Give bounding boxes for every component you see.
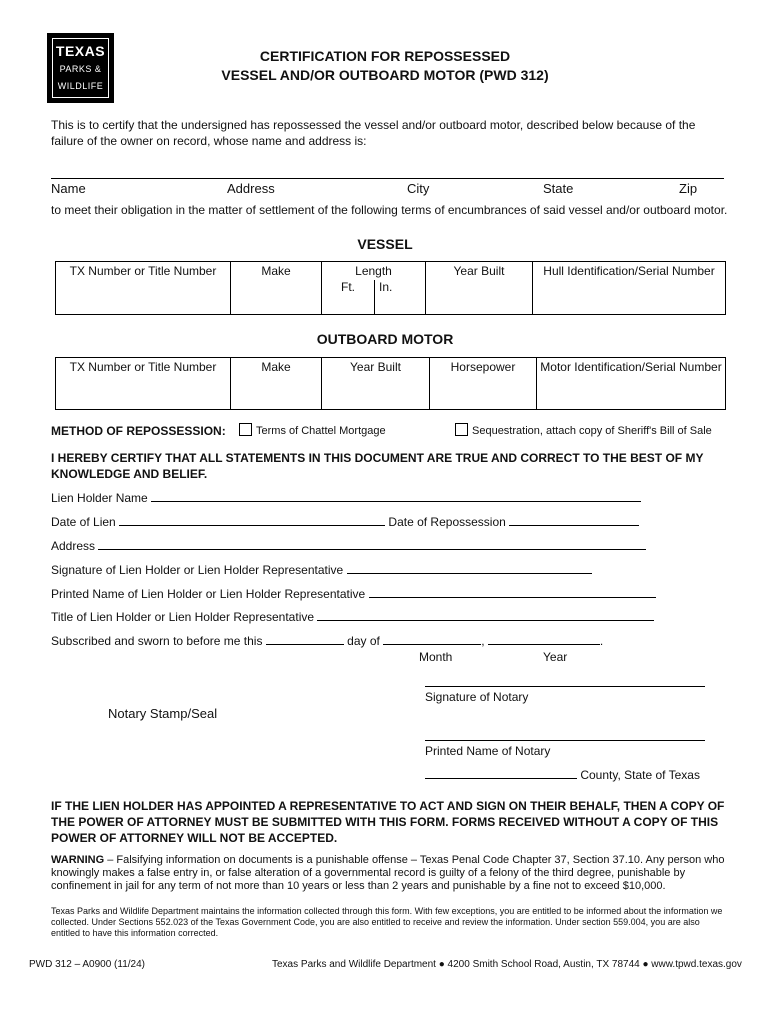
lien-holder-label: Lien Holder Name [51, 491, 148, 505]
motor-make-cell[interactable] [231, 358, 322, 410]
notary-signature-label: Signature of Notary [425, 690, 529, 704]
method-label: METHOD OF REPOSSESSION: [51, 424, 226, 438]
agency-footer: Texas Parks and Wildlife Department ● 4200 Smith School Road, Austin, TX 78744 ● www.tpwd.texas.gov [272, 959, 742, 970]
tpwd-logo [47, 33, 114, 103]
certify-statement: I HEREBY CERTIFY THAT ALL STATEMENTS IN THIS DOCUMENT ARE TRUE AND CORRECT TO THE BEST OF MY KNOWLEDGE AND BELIEF. [51, 451, 704, 481]
notary-stamp-label: Notary Stamp/Seal [108, 706, 218, 721]
sequestration-label: Sequestration, attach copy of Sheriff's Bill of Sale [472, 425, 712, 437]
lien-dates-row [51, 514, 639, 530]
vessel-length-cell[interactable] [322, 262, 426, 315]
notary-printed-line[interactable] [425, 740, 705, 741]
logo-line-3: WILDLIFE [57, 81, 104, 91]
signature-input[interactable] [347, 562, 592, 574]
sworn-month-input[interactable] [383, 633, 481, 645]
method-option-sequestration[interactable] [455, 423, 712, 437]
date-of-lien-label: Date of Lien [51, 515, 116, 529]
printed-name-input[interactable] [369, 586, 656, 598]
title-label: Title of Lien Holder or Lien Holder Representative [51, 610, 315, 624]
notary-county-row [425, 767, 700, 783]
sworn-day-input[interactable] [266, 633, 344, 645]
title-input[interactable] [317, 609, 654, 621]
title-row [51, 609, 654, 625]
motor-col-serial: Motor Identification/Serial Number [540, 360, 722, 374]
vessel-heading: VESSEL [357, 236, 413, 252]
date-of-lien-input[interactable] [119, 514, 385, 526]
day-of-label: day of [347, 634, 380, 648]
lien-address-input[interactable] [98, 538, 646, 550]
intro-text: This is to certify that the undersigned has repossessed the vessel and/or outboard motor, described below because of the failure of the owner on record, whose name and address is: [51, 118, 696, 148]
vessel-tx-cell[interactable] [56, 262, 231, 315]
owner-name-label: Name [51, 181, 86, 196]
signature-row [51, 562, 592, 578]
month-label: Month [419, 650, 453, 664]
vessel-col-tx: TX Number or Title Number [69, 264, 217, 278]
warning-body: – Falsifying information on documents is a punishable offense – Texas Penal Code Chapter 37, Section 37.10. Any person who knowingly makes a false entry in, or false alteration of a governmental record is guilty of a felony of the third degree, punishable by confinement in jail for any term of not more than 10 years or less than 2 years and punishable by a fine not to exceed $10,000. [51, 854, 725, 892]
motor-col-make: Make [261, 360, 291, 374]
motor-tx-cell[interactable] [56, 358, 231, 410]
sequestration-checkbox[interactable] [455, 423, 468, 436]
motor-heading: OUTBOARD MOTOR [316, 331, 454, 347]
date-of-repo-label: Date of Repossession [388, 515, 506, 529]
method-option-chattel[interactable] [239, 423, 386, 437]
form-title-line-2: VESSEL AND/OR OUTBOARD MOTOR (PWD 312) [221, 67, 549, 83]
lien-holder-row [51, 490, 641, 506]
lien-address-row [51, 538, 646, 554]
vessel-col-hull: Hull Identification/Serial Number [543, 264, 715, 278]
lien-holder-input[interactable] [151, 490, 641, 502]
owner-line[interactable] [51, 178, 724, 179]
form-id: PWD 312 – A0900 (11/24) [29, 959, 145, 970]
notary-county-input[interactable] [425, 767, 577, 779]
privacy-notice: Texas Parks and Wildlife Department maintains the information collected through this form. With few exceptions, you are entitled to be informed about the information we collected. Under Sections 552.023 of the Texas Government Code, you are also entitled to receive and review the information. Under section 559.004, you are also entitled to have this information corrected. [51, 906, 723, 938]
sworn-label: Subscribed and sworn to before me this [51, 634, 263, 648]
notary-county-label: County, State of Texas [580, 768, 700, 782]
owner-city-label: City [407, 181, 430, 196]
printed-name-label: Printed Name of Lien Holder or Lien Holder Representative [51, 587, 366, 601]
motor-col-hp: Horsepower [450, 360, 516, 374]
owner-state-label: State [543, 181, 574, 196]
form-title-line-1: CERTIFICATION FOR REPOSSESSED [259, 48, 511, 64]
notary-signature-line[interactable] [425, 686, 705, 687]
year-label: Year [543, 650, 568, 664]
motor-serial-cell[interactable] [537, 358, 726, 410]
vessel-col-make: Make [261, 264, 291, 278]
vessel-col-ft[interactable]: Ft. [322, 280, 375, 314]
signature-label: Signature of Lien Holder or Lien Holder Representative [51, 563, 344, 577]
motor-col-year: Year Built [350, 360, 401, 374]
warning-label: WARNING [51, 854, 105, 866]
date-of-repo-input[interactable] [509, 514, 639, 526]
motor-hp-cell[interactable] [430, 358, 537, 410]
vessel-col-length: Length [355, 264, 392, 278]
logo-line-1: TEXAS [55, 43, 106, 59]
vessel-table [55, 261, 726, 315]
warning-text [51, 854, 731, 893]
vessel-make-cell[interactable] [231, 262, 322, 315]
vessel-year-cell[interactable] [426, 262, 533, 315]
owner-address-label: Address [227, 181, 275, 196]
vessel-col-year: Year Built [453, 264, 505, 278]
owner-zip-label: Zip [679, 181, 698, 196]
motor-year-cell[interactable] [322, 358, 430, 410]
vessel-col-in[interactable]: In. [379, 280, 393, 294]
chattel-label: Terms of Chattel Mortgage [256, 425, 386, 437]
motor-table [55, 357, 726, 410]
chattel-checkbox[interactable] [239, 423, 252, 436]
logo-line-2: PARKS & [59, 64, 102, 74]
lien-address-label: Address [51, 539, 96, 553]
vessel-hull-cell[interactable] [533, 262, 726, 315]
sworn-row: Subscribed and sworn to before me this day of , . [51, 634, 604, 648]
printed-name-row [51, 586, 656, 602]
obligation-text: to meet their obligation in the matter of settlement of the following terms of encumbrances of said vessel and/or outboard motor. [51, 203, 728, 217]
motor-col-tx: TX Number or Title Number [69, 360, 217, 374]
poa-notice: IF THE LIEN HOLDER HAS APPOINTED A REPRESENTATIVE TO ACT AND SIGN ON THEIR BEHALF, THEN A COPY OF THE POWER OF ATTORNEY MUST BE SUBMITTED WITH THIS FORM. FORMS RECEIVED WITHOUT A COPY OF THIS POWER OF ATTORNEY WILL NOT BE ACCEPTED. [51, 799, 725, 845]
notary-printed-label: Printed Name of Notary [425, 744, 551, 758]
sworn-year-input[interactable] [488, 633, 600, 645]
